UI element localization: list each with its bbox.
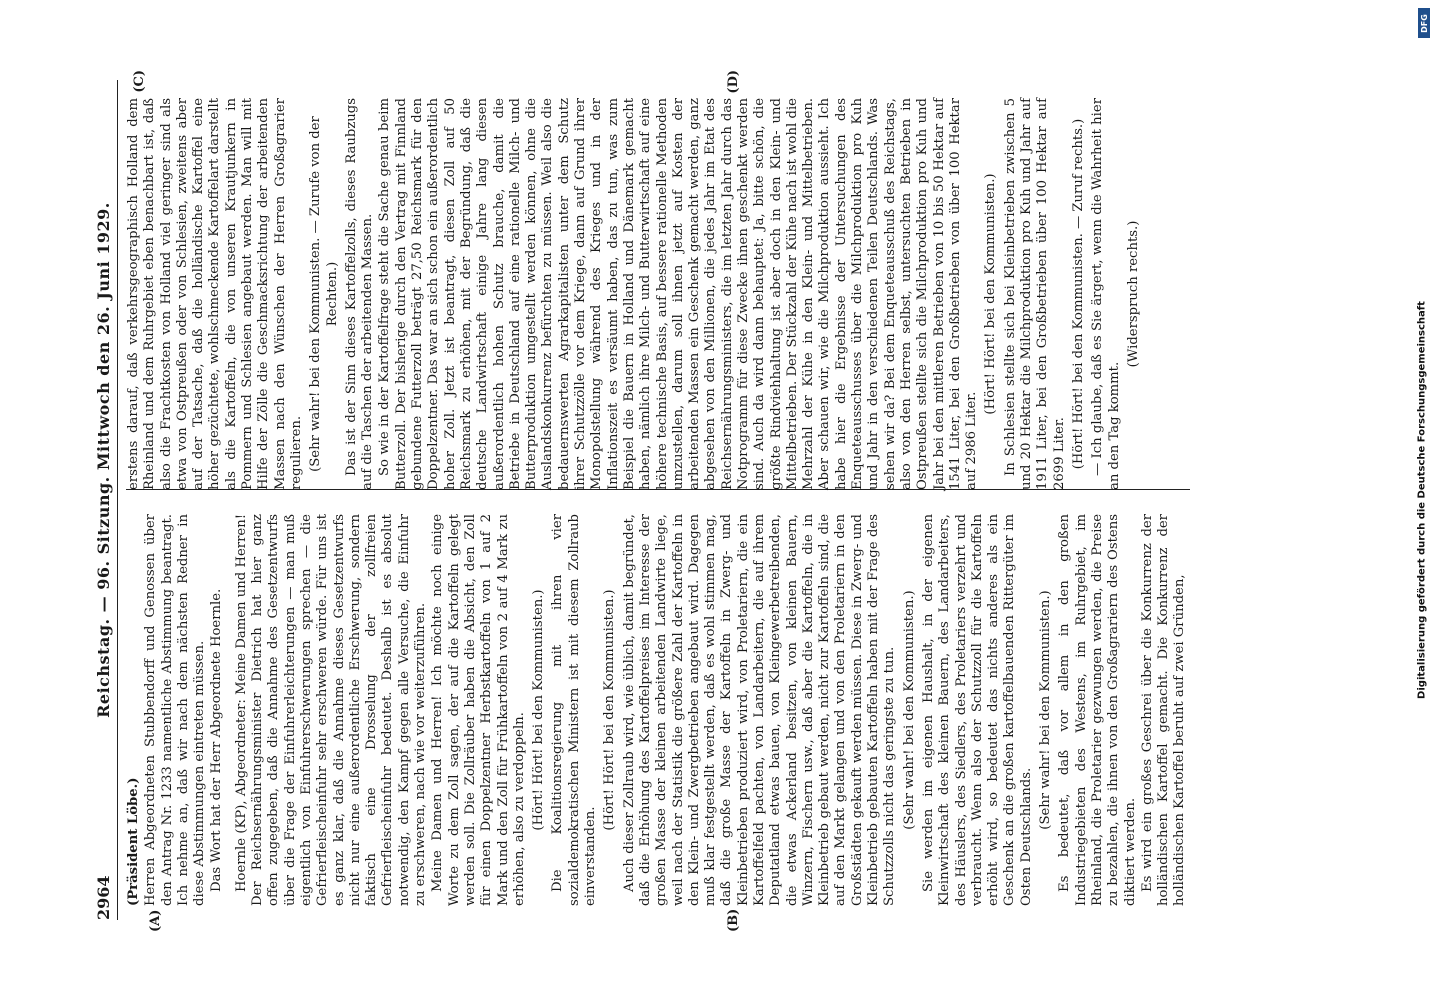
right-column [126, 70, 1190, 502]
page-number: 2964 [94, 875, 113, 920]
document-page [72, 50, 1362, 950]
page-header [94, 80, 118, 920]
paragraph: In Schlesien stellte sich bei Kleinbetrieben zwischen 5 und 20 Hektar die Milchproduktion pro Kuh und Jahr auf 1911 Liter, bei den Großbetrieben über 100 Hektar auf 2699 Liter. [1002, 98, 1067, 490]
interjection: (Hört! Hört! bei den Kommunisten.) [983, 173, 999, 415]
paragraph: Meine Damen und Herren! Ich möchte noch einige Worte zu dem Zoll sagen, der auf die Kartoffeln gelegt werden soll. Die Zollräuber haben die Absicht, den Zoll für einen Doppelzentner Herbstkartoffeln von 1 auf 2 Mark und den Zoll für Frühkartoffeln von 2 auf 4 Mark zu erhöhen, also zu verdoppeln. [430, 514, 527, 906]
interjection: (Hört! Hört! bei den Kommunisten.) [602, 589, 618, 831]
paragraph: Es wird ein großes Geschrei über die Konkurrenz der holländischen Kartoffel gemacht. Die Konkurrenz der holländischen Kartoffel beruht auf zwei Gründen, [1139, 514, 1188, 906]
paragraph: Das ist der Sinn dieses Kartoffelzolls, dieses Raubzugs auf die Taschen der arbeitenden Massen. [343, 98, 376, 490]
dfg-logo: DFG [1418, 8, 1430, 38]
paragraph: Herren Abgeordneten Stubbendorff und Genossen über den Antrag Nr. 1233 namentliche Abstimmung beantragt. Ich nehme an, daß wir nach dem nächsten Redner in diese Abstimmungen eintreten müssen. [143, 514, 208, 906]
page-title: Reichstag. — 96. Sitzung. Mittwoch den 26. Juni 1929. [94, 202, 113, 718]
left-column [126, 502, 1190, 932]
paragraph: So wie in der Kartoffelfrage steht die Sache genau beim Butterzoll. Der bisherige durch den Vertrag mit Finnland gebundene Futterzoll beträgt 27,50 Reichsmark für den Doppelzentner. Das war an sich schon ein außerordentlich hoher Zoll. Jetzt ist beantragt, diesen Zoll auf 50 Reichsmark zu erhöhen, mit der Begründung, daß die deutsche Landwirtschaft einige Jahre lang diesen außerordentlich hohen Schutz brauche, damit die Betriebe in Deutschland auf eine rationelle Milch- und Butterproduktion umgestellt werden können, ohne die Auslandskonkurrenz befürchten zu müssen. Weil also die bedauernswerten Agrarkapitalisten unter dem Schutz ihrer Schutzzölle vor dem Kriege, dann auf Grund ihrer Monopolstellung während des Krieges und in der Inflationszeit es versäumt haben, das zu tun, was zum Beispiel die Bauern in Holland und Dänemark gemacht haben, nämlich ihre Milch- und Butterwirtschaft auf eine höhere technische Basis, auf bessere rationelle Methoden umzustellen, darum soll ihnen jetzt auf Kosten der arbeitenden Massen ein Geschenk gemacht werden, ganz abgesehen von den Millionen, die jedes Jahr im Etat des Reichsernährungsministers, die im letzten Jahr durch das Notprogramm für diese Zwecke ihnen geschenkt werden sind. Auch da wird dann behauptet: Ja, bitte schön, die größte Rindviehhaltung ist aber doch in den Klein- und Mittelbetrieben. Der Stückzahl der Kühe nach ist wohl die Mehrzahl der Kühe in den Klein- und Mittelbetrieben. Aber schauen wir, wie die Milchproduktion aussieht. Ich habe hier die Ergebnisse der Untersuchungen des Enqueteausschusses über die Milchproduktion pro Kuh und Jahr in den verschiedenen Teilen Deutschlands. Was sehen wir da? Bei dem Enqueteausschuß des Reichstags, also von den Herren selbst, untersuchten Betrieben in Ostpreußen stellte sich die Milchproduktion pro Kuh und Jahr bei den mittleren Betrieben von 10 bis 50 Hektar auf 1541 Liter, bei den Großbetrieben von über 100 Hektar auf 2986 Liter. [377, 98, 980, 490]
interjection: (Sehr wahr! bei den Kommunisten. — Zurufe von der Rechten.) [308, 116, 340, 472]
interjection: (Sehr wahr! bei den Kommunisten.) [1038, 590, 1054, 830]
margin-marker-b: (B) [726, 908, 741, 932]
paragraph: Es bedeutet, daß vor allem in den großen Industriegebieten des Westens, im Ruhrgebiet, im Rheinland, die Proletarier gezwungen werden, die Preise zu bezahlen, die ihnen von den Großagrariern des Ostens diktiert werden. [1057, 514, 1138, 906]
text-columns [126, 70, 1190, 932]
paragraph: — Ich glaube, daß es Sie ärgert, wenn die Wahrheit hier an den Tag kommt. [1090, 98, 1122, 490]
paragraph: Hoernle (KP), Abgeordneter: Meine Damen und Herren! Der Reichsernährungsminister Dietrich hat hier ganz offen zugegeben, daß die Annahme des Gesetzentwurfs über die Frage der Einfuhrerleichterungen — man muß eigentlich von Einfuhrerschwerungen sprechen — die Gefrierfleischeinfuhr sehr erschweren würde. Für uns ist es ganz klar, daß die Annahme dieses Gesetzentwurfs nicht nur eine außerordentliche Erschwerung, sondern faktisch eine Drosselung der zollfreien Gefrierfleischeinfuhr bedeutet. Deshalb ist es absolut notwendig, den Kampf gegen alle Versuche, die Einfuhr zu erschweren, nach wie vor weiterzuführen. [233, 514, 429, 906]
speaker-line: (Präsident Löbe.) [126, 777, 141, 906]
paragraph: erstens darauf, daß verkehrsgeographisch Holland dem Rheinland und dem Ruhrgebiet eben benachbart ist, daß also die Frachtkosten von Holland viel geringer sind als etwa von Ostpreußen oder von Schlesien, zweitens aber auf der Tatsache, daß die holländische Kartoffel eine höher gezüchtete, wohlschmeckende Kartoffelart darstellt als die Kartoffeln, die von unseren Krautjunkern in Pommern und Schlesien angebaut werden. Man will mit Hilfe der Zölle die Geschmacksrichtung der arbeitenden Massen nach den Wünschen der Herren Großagrarier regulieren. [126, 98, 304, 490]
paragraph: Das Wort hat der Herr Abgeordnete Hoernle. [209, 588, 225, 892]
interjection: (Hört! Hört! bei den Kommunisten. — Zuruf rechts.) [1070, 118, 1086, 470]
paragraph: Auch dieser Zollraub wird, wie üblich, damit begründet, daß die Erhöhung des Kartoffelpreises im Interesse der großen Masse der kleinen arbeitenden Landwirte liege, weil nach der Statistik die größere Zahl der Kartoffeln in den Klein- und Zwergbetrieben angebaut wird. Dagegen muß klar festgestellt werden, daß es wohl stimmen mag, daß die große Masse der Kartoffeln in Zwerg- und Kleinbetrieben produziert wird, von Proletariern, die ein Kartoffelfeld pachten, von Landarbeitern, die auf ihrem Deputatland etwas bauen, von Kleingewerbetreibenden, die etwas Ackerland besitzen, von kleinen Bauern, Winzern, Fischern usw., daß aber die Kartoffeln, die in Kleinbetrieb gebaut werden, nicht zur Kartoffeln sind, die auf den Markt gelangen und von den Proletariern in den Großstädten gekauft werden müssen. Diese in Zwerg- und Kleinbetrieb gebauten Kartoffeln haben mit der Frage des Schutzzolls nicht das geringste zu tun. [621, 514, 898, 906]
digitization-credit: Digitalisierung gefördert durch die Deutsche Forschungsgemeinschaft [1416, 301, 1428, 699]
paragraph: Sie werden im eigenen Haushalt, in der eigenen Kleinwirtschaft des kleinen Bauern, des Landarbeiters, des Häuslers, des Siedlers, des Proletariers verzehrt und verbraucht. Wenn also der Schutzzoll für die Kartoffeln erhöht wird, so bedeutet das nichts anderes als ein Geschenk an die großen kartoffelbauenden Rittergüter im Osten Deutschlands. [920, 514, 1034, 906]
paragraph: Die Koalitionsregierung mit ihren vier sozialdemokratischen Ministern ist mit diesem Zollraub einverstanden. [550, 514, 599, 906]
interjection: (Hört! Hört! bei den Kommunisten.) [531, 589, 547, 831]
margin-marker-c: (C) [132, 70, 147, 93]
margin-marker-d: (D) [726, 70, 741, 94]
margin-marker-a: (A) [148, 909, 163, 932]
interjection: (Sehr wahr! bei den Kommunisten.) [901, 590, 917, 830]
interjection: (Widerspruch rechts.) [1125, 220, 1141, 368]
